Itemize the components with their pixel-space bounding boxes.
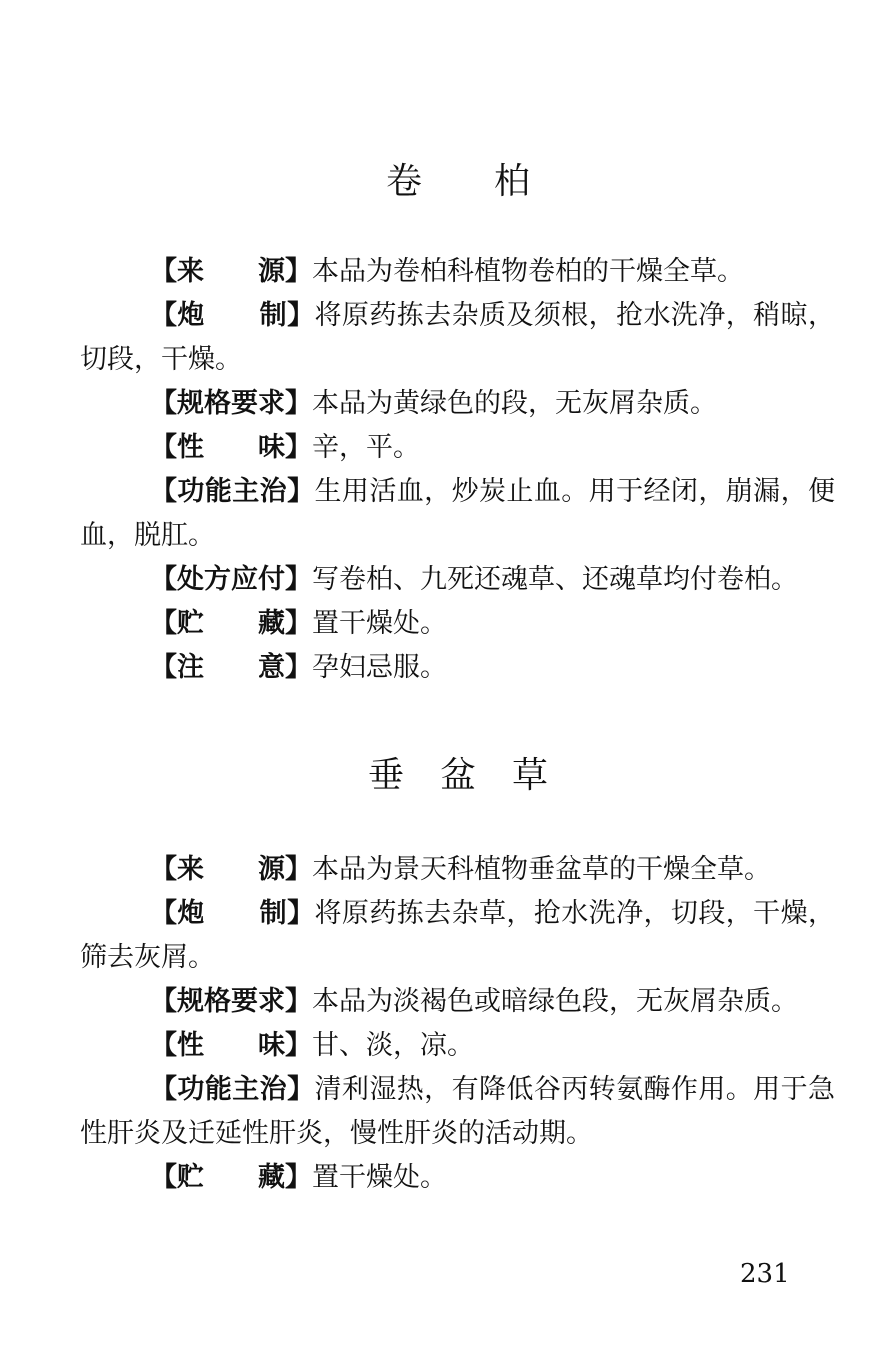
entry-text: 孕妇忌服。 (312, 652, 447, 683)
entry-text: 置干燥处。 (312, 608, 447, 639)
section-title-juanbai: 卷 柏 (385, 161, 530, 202)
entry-processing (80, 892, 835, 980)
entry-source (80, 250, 835, 294)
entry-label: 【功能主治】 (150, 1074, 315, 1105)
page-number: 231 (740, 1259, 790, 1289)
entry-taste (80, 426, 835, 470)
entry-text: 写卷柏、九死还魂草、还魂草均付卷柏。 (312, 564, 798, 595)
entry-label: 【功能主治】 (150, 476, 315, 507)
entry-text: 辛，平。 (312, 432, 420, 463)
entry-label: 【炮 制】 (150, 898, 315, 929)
section-chuipencao (80, 848, 835, 1200)
entry-label: 【来 源】 (150, 854, 312, 885)
entry-label: 【规格要求】 (150, 388, 312, 419)
entry-indications (80, 470, 835, 558)
entry-label: 【性 味】 (150, 1030, 312, 1061)
entry-text: 将原药拣去杂草，抢水洗净，切段，干燥，筛去灰屑。 (80, 898, 835, 973)
entry-indications (80, 1068, 835, 1156)
entry-text: 本品为淡褐色或暗绿色段，无灰屑杂质。 (312, 986, 798, 1017)
entry-text: 本品为景天科植物垂盆草的干燥全草。 (312, 854, 771, 885)
entry-label: 【注 意】 (150, 652, 312, 683)
entry-label: 【炮 制】 (150, 300, 315, 331)
entry-label: 【贮 藏】 (150, 608, 312, 639)
entry-text: 生用活血，炒炭止血。用于经闭，崩漏，便血，脱肛。 (80, 476, 835, 551)
entry-label: 【规格要求】 (150, 986, 312, 1017)
entry-prescription (80, 558, 835, 602)
entry-text: 清利湿热，有降低谷丙转氨酶作用。用于急性肝炎及迁延性肝炎，慢性肝炎的活动期。 (80, 1074, 835, 1149)
entry-caution (80, 646, 835, 690)
entry-label: 【贮 藏】 (150, 1162, 312, 1193)
entry-label: 【来 源】 (150, 256, 312, 287)
entry-storage (80, 1156, 835, 1200)
entry-source (80, 848, 835, 892)
entry-specification (80, 382, 835, 426)
entry-text: 将原药拣去杂质及须根，抢水洗净，稍晾，切段，干燥。 (80, 300, 835, 375)
section-title-chuipencao: 垂 盆 草 (367, 755, 548, 796)
entry-specification (80, 980, 835, 1024)
entry-taste (80, 1024, 835, 1068)
entry-text: 甘、淡，凉。 (312, 1030, 474, 1061)
entry-text: 本品为卷柏科植物卷柏的干燥全草。 (312, 256, 744, 287)
entry-text: 置干燥处。 (312, 1162, 447, 1193)
entry-storage (80, 602, 835, 646)
entry-label: 【处方应付】 (150, 564, 312, 595)
section-juanbai (80, 250, 835, 690)
entry-label: 【性 味】 (150, 432, 312, 463)
entry-processing (80, 294, 835, 382)
entry-text: 本品为黄绿色的段，无灰屑杂质。 (312, 388, 717, 419)
